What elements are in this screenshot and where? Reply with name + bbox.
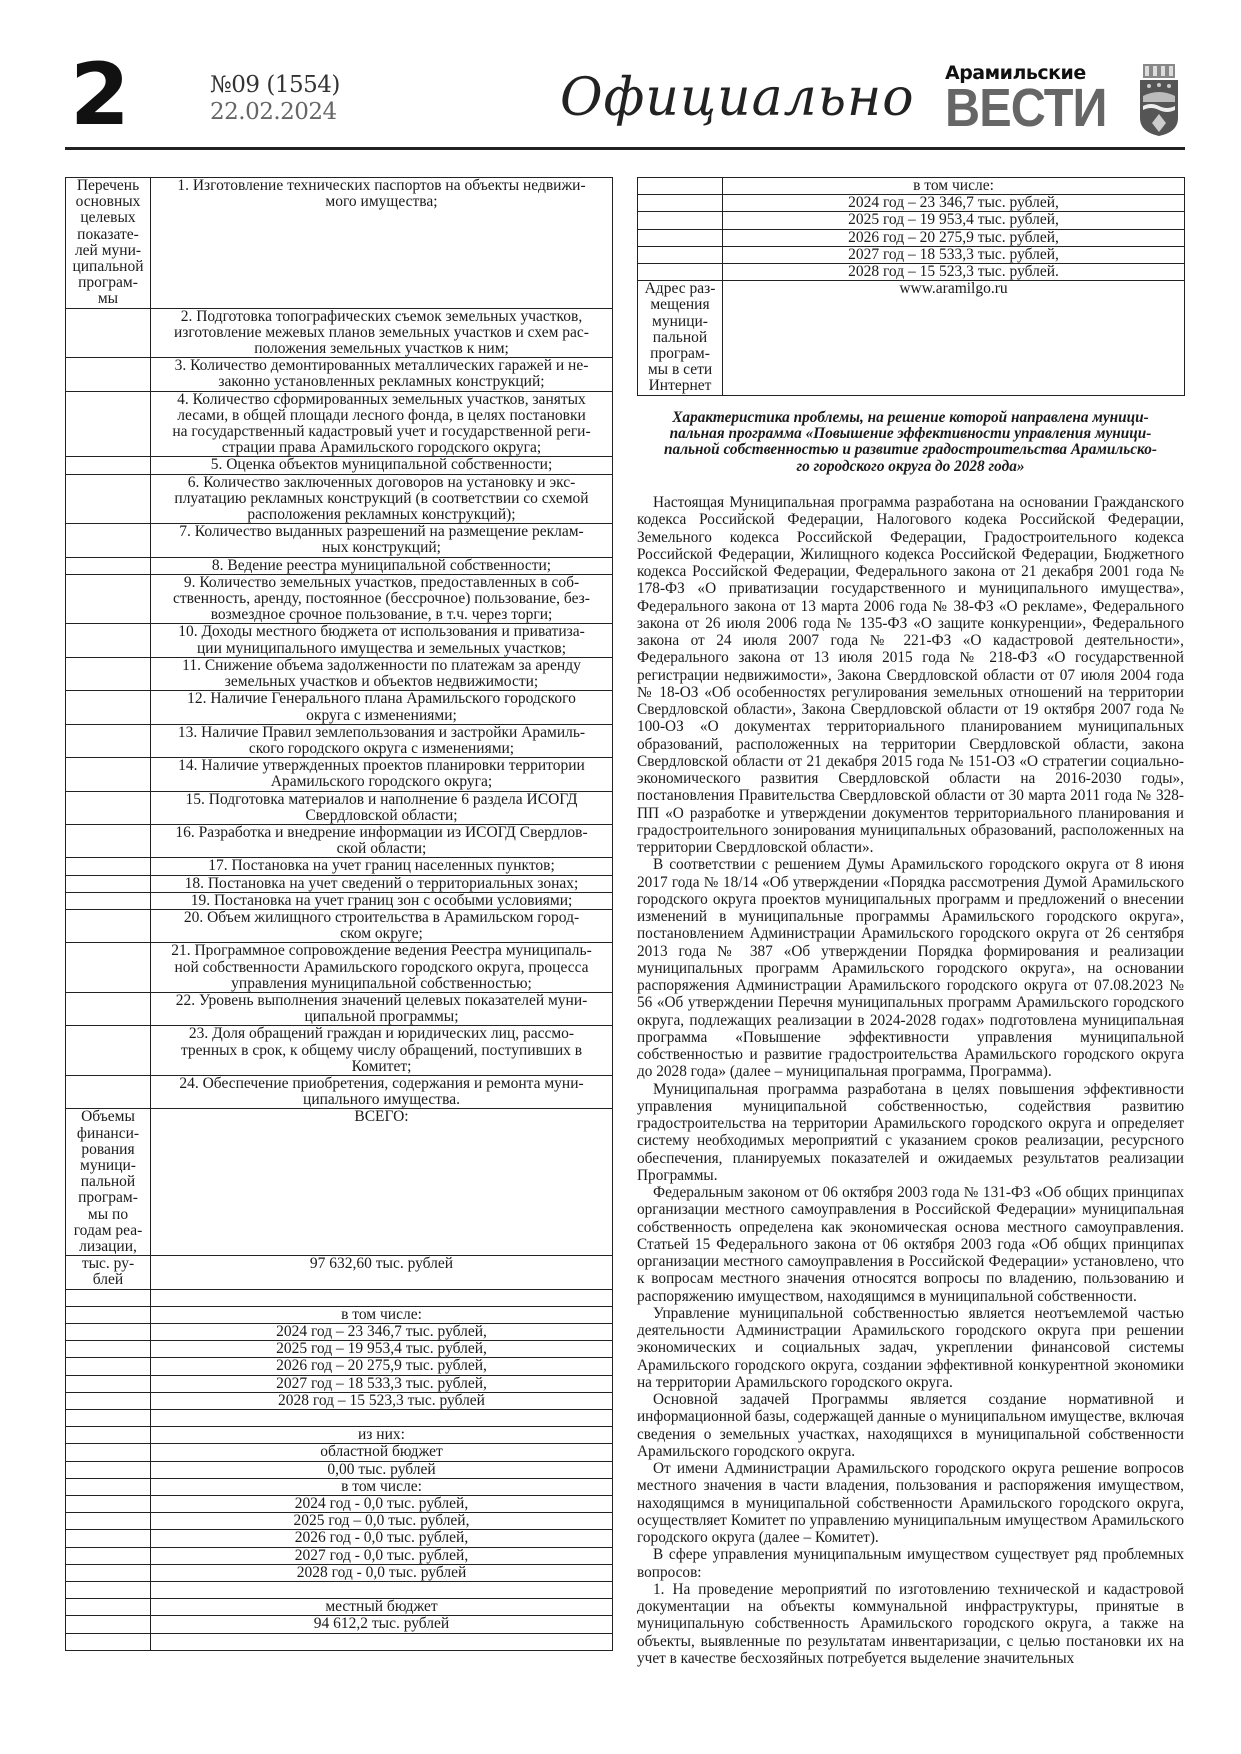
table-row [66, 758, 613, 791]
table-row [66, 1564, 613, 1581]
table-row [66, 178, 613, 309]
row-value: 11. Снижение объема задолженности по платежам за аренду земельных участков и объектов недвижимости; [151, 657, 613, 690]
row-value: 2024 год – 23 346,7 тыс. рублей, [151, 1324, 613, 1341]
row-value [151, 1633, 613, 1650]
header-divider [65, 147, 1185, 150]
logo-top-text: Арамильские [945, 62, 1086, 84]
article-paragraph: Федеральным законом от 06 октября 2003 года № 131-ФЗ «Об общих принципах организации местного самоуправления в Российской Федерации» муниципальная собственность определена как экономическая основа местного самоуправления. Статьей 15 Федерального закона от 06 октября 2003 года «Об общих принципах организации местного самоуправления в Российской Федерации» установлено, что к вопросам местного значения относятся вопросы по владению, пользованию и распоряжению имуществом, находящимся в муниципальной собственности. [637, 1184, 1184, 1305]
table-row [66, 1599, 613, 1616]
row-label [66, 1496, 151, 1513]
row-value: 2025 год – 19 953,4 тыс. рублей, [723, 212, 1185, 229]
row-label [66, 457, 151, 474]
table-row [66, 1582, 613, 1599]
row-label [66, 574, 151, 624]
row-value: 2026 год - 0,0 тыс. рублей, [151, 1530, 613, 1547]
row-label [66, 992, 151, 1025]
row-value: 20. Объем жилищного строительства в Арамильском город- ском округе; [151, 909, 613, 942]
row-label [66, 758, 151, 791]
row-value: 2028 год – 15 523,3 тыс. рублей [151, 1392, 613, 1409]
row-label [66, 875, 151, 892]
issue-info [210, 72, 340, 126]
row-value: 2024 год – 23 346,7 тыс. рублей, [723, 195, 1185, 212]
row-value: 1. Изготовление технических паспортов на объекты недвижи- мого имущества; [151, 178, 613, 309]
table-row [66, 943, 613, 993]
table-row [66, 1444, 613, 1461]
row-label [66, 1513, 151, 1530]
row-value: 2026 год – 20 275,9 тыс. рублей, [723, 229, 1185, 246]
row-value: 22. Уровень выполнения значений целевых показателей муни- ципальной программы; [151, 992, 613, 1025]
row-label [66, 1582, 151, 1599]
row-label [66, 724, 151, 757]
table-row [66, 391, 613, 457]
row-label [638, 246, 723, 263]
program-passport-table [65, 177, 613, 1651]
row-label [66, 1599, 151, 1616]
row-value: www.aramilgo.ru [723, 281, 1185, 395]
row-label [638, 195, 723, 212]
row-label [66, 1075, 151, 1108]
row-value [151, 1289, 613, 1306]
table-row [66, 824, 613, 857]
table-row [66, 1256, 613, 1289]
table-row [66, 724, 613, 757]
row-value: 4. Количество сформированных земельных участков, занятых лесами, в общей площади лесного фонда, в целях постановки на государственный кадастровый учет и государственной реги- страции права Арамильского городского округа; [151, 391, 613, 457]
row-label [66, 858, 151, 875]
row-value: 2027 год – 18 533,3 тыс. рублей, [723, 246, 1185, 263]
row-value: в том числе: [151, 1306, 613, 1323]
row-value: 12. Наличие Генерального плана Арамильского городского округа с изменениями; [151, 691, 613, 724]
row-label [66, 1289, 151, 1306]
row-label [66, 1461, 151, 1478]
row-label [66, 557, 151, 574]
table-row [66, 1478, 613, 1495]
row-value: 21. Программное сопровождение ведения Реестра муниципаль- ной собственности Арамильского городского округа, процесса управления муниципальной собственностью; [151, 943, 613, 993]
row-value: 2026 год – 20 275,9 тыс. рублей, [151, 1358, 613, 1375]
row-label [66, 1633, 151, 1650]
row-value: 2028 год - 0,0 тыс. рублей [151, 1564, 613, 1581]
row-value: 19. Постановка на учет границ зон с особыми условиями; [151, 892, 613, 909]
table-row [66, 1616, 613, 1633]
table-row [66, 691, 613, 724]
row-value [151, 1582, 613, 1599]
row-label [66, 308, 151, 358]
table-row [66, 474, 613, 524]
row-label [66, 691, 151, 724]
table-row [66, 1633, 613, 1650]
row-value: 2027 год - 0,0 тыс. рублей, [151, 1547, 613, 1564]
section-title: Официально [560, 68, 915, 128]
table-row [66, 1075, 613, 1108]
row-label [66, 909, 151, 942]
row-value: ВСЕГО: [151, 1109, 613, 1256]
row-label [66, 1410, 151, 1427]
row-value: 9. Количество земельных участков, предоставленных в соб- ственность, аренду, постоянное (бессрочное) пользование, без- возмездное срочное пользование, в т.ч. через торги; [151, 574, 613, 624]
row-label [66, 657, 151, 690]
table-row [66, 1530, 613, 1547]
row-label [66, 1530, 151, 1547]
row-label: Объемы финанси- рования муници- пальной програм- мы по годам реа- лизации, [66, 1109, 151, 1256]
row-value: 16. Разработка и внедрение информации из ИСОГД Свердлов- ской области; [151, 824, 613, 857]
table-row [66, 1375, 613, 1392]
issue-number: №09 (1554) [210, 72, 340, 98]
row-label [638, 264, 723, 281]
program-passport-table-continued [637, 177, 1185, 396]
row-label [66, 1547, 151, 1564]
table-row [66, 1324, 613, 1341]
table-row [66, 524, 613, 557]
row-value: 17. Постановка на учет границ населенных пунктов; [151, 858, 613, 875]
article-paragraph: В сфере управления муниципальным имуществом существует ряд проблемных вопросов: [637, 1546, 1184, 1581]
table-row [638, 264, 1185, 281]
row-label [66, 391, 151, 457]
table-row [66, 624, 613, 657]
row-value: в том числе: [723, 178, 1185, 195]
row-label [66, 943, 151, 993]
row-value: 24. Обеспечение приобретения, содержания и ремонта муни- ципального имущества. [151, 1075, 613, 1108]
row-label [66, 1324, 151, 1341]
newspaper-logo [945, 62, 1185, 138]
row-label [66, 1564, 151, 1581]
row-label [638, 212, 723, 229]
table-row [66, 992, 613, 1025]
row-value: из них: [151, 1427, 613, 1444]
row-label [66, 474, 151, 524]
row-label [66, 358, 151, 391]
table-row [66, 791, 613, 824]
row-label [66, 1375, 151, 1392]
row-value: 2025 год – 19 953,4 тыс. рублей, [151, 1341, 613, 1358]
row-value: 3. Количество демонтированных металлических гаражей и не- законно установленных рекламных конструкций; [151, 358, 613, 391]
row-value: 2027 год – 18 533,3 тыс. рублей, [151, 1375, 613, 1392]
coat-of-arms-icon [1137, 62, 1181, 138]
row-value: в том числе: [151, 1478, 613, 1495]
table-row [66, 308, 613, 358]
row-label [66, 1358, 151, 1375]
row-value: 8. Ведение реестра муниципальной собственности; [151, 557, 613, 574]
row-label [66, 1341, 151, 1358]
table-row [638, 281, 1185, 395]
table-row [66, 1109, 613, 1256]
row-value: 18. Постановка на учет сведений о территориальных зонах; [151, 875, 613, 892]
row-label: Адрес раз- мещения муници- пальной програм- мы в сети Интернет [638, 281, 723, 395]
row-value: местный бюджет [151, 1599, 613, 1616]
table-row [66, 657, 613, 690]
table-row [66, 1547, 613, 1564]
article-paragraph: Основной задачей Программы является создание нормативной и информационной базы, содержащей данные о муниципальном имуществе, включая сведения о земельных участках, находящихся в муниципальной собственности Арамильского городского округа. [637, 1391, 1184, 1460]
row-value: 15. Подготовка материалов и наполнение 6 раздела ИСОГД Свердловской области; [151, 791, 613, 824]
article-heading: Характеристика проблемы, на решение которой направлена муници- пальная программа «Повышение эффективности управления муници- пальной собственностью и развитие градостроительства Арамильско- го городского округа до 2028 года» [664, 409, 1157, 475]
row-label [66, 624, 151, 657]
row-value: областной бюджет [151, 1444, 613, 1461]
row-value: 13. Наличие Правил землепользования и застройки Арамиль- ского городского округа с изменениями; [151, 724, 613, 757]
row-value: 2024 год - 0,0 тыс. рублей, [151, 1496, 613, 1513]
table-row [66, 1496, 613, 1513]
table-row [66, 557, 613, 574]
table-row [66, 909, 613, 942]
row-label [66, 892, 151, 909]
row-label [66, 791, 151, 824]
table-row [66, 1026, 613, 1076]
row-label [638, 178, 723, 195]
table-row [66, 1461, 613, 1478]
table-row [638, 246, 1185, 263]
row-label [66, 1478, 151, 1495]
table-row [66, 574, 613, 624]
row-value: 6. Количество заключенных договоров на установку и экс- плуатацию рекламных конструкций (в соответствии со схемой расположения рекламных конструкций); [151, 474, 613, 524]
row-label [638, 229, 723, 246]
article-body [637, 494, 1184, 1667]
row-value: 23. Доля обращений граждан и юридических лиц, рассмо- тренных в срок, к общему числу обращений, поступивших в Комитет; [151, 1026, 613, 1076]
article-paragraph: Управление муниципальной собственностью является неотъемлемой частью деятельности Администрации Арамильского городского округа при решении экономических и социальных задач, укреплении финансовой системы Арамильского городского округа, создании эффективной конкурентной экономики на территории Арамильского городского округа. [637, 1304, 1184, 1391]
table-row [638, 212, 1185, 229]
row-label: тыс. ру- блей [66, 1256, 151, 1289]
row-value: 10. Доходы местного бюджета от использования и приватиза- ции муниципального имущества и земельных участков; [151, 624, 613, 657]
row-value: 7. Количество выданных разрешений на размещение реклам- ных конструкций; [151, 524, 613, 557]
article-paragraph: От имени Администрации Арамильского городского округа решение вопросов местного значения в части владения, пользования и распоряжения имуществом, находящимся в муниципальной собственности Арамильского городского округа, осуществляет Комитет по управлению муниципальным имуществом Арамильского городского округа (далее – Комитет). [637, 1460, 1184, 1546]
logo-main-text: ВЕСТИ [945, 78, 1107, 138]
row-value: 97 632,60 тыс. рублей [151, 1256, 613, 1289]
table-row [66, 1341, 613, 1358]
row-label [66, 1392, 151, 1409]
article-paragraph: Настоящая Муниципальная программа разработана на основании Гражданского кодекса Российской Федерации, Налогового кодека Российской Федерации, Земельного кодекса Российской Федерации, Градостроительного кодекса Российской Федерации, Жилищного кодекса Российской Федерации, Бюджетного кодекса Российской Федерации, Федерального закона от 21 декабря 2001 года № 178-ФЗ «О приватизации государственного и муниципального имущества», Федерального закона от 13 марта 2006 года № 38-ФЗ «О рекламе», Федерального закона от 26 июля 2006 года № 135-ФЗ «О защите конкуренции», Федерального закона от 24 июля 2007 года № 221-ФЗ «О кадастровой деятельности», Федерального закона от 13 июля 2015 года № 218-ФЗ «О государственной регистрации недвижимости», Закона Свердловской области от 07 июля 2004 года № 18-ОЗ «Об особенностях регулирования земельных отношений на территории Свердловской области», Закона Свердловской области от 19 октября 2007 года № 100-ОЗ «О документах территориального планированием муниципальных образований, расположенных на территории Свердловской области, закона Свердловской области от 21 декабря 2015 года № 151-ОЗ «О стратегии социально-экономического развития Свердловской области на 2016-2030 годы», постановления Правительства Свердловской области от 30 марта 2011 года № 328-ПП «О разработке и утверждении документов территориального планирования и градостроительного зонирования муниципальных образований, расположенных на территории Свердловской области». [637, 494, 1184, 856]
article-paragraph: 1. На проведение мероприятий по изготовлению технической и кадастровой документации на объекты коммунальной инфраструктуры, принятые в муниципальную собственность Арамильского городского округа, а также на объекты, выявленные по результатам инвентаризации, с целью постановки их на учет в качестве бесхозяйных потребуется выделение значительных [637, 1580, 1184, 1667]
row-label: Перечень основных целевых показате- лей муни- ципальной програм- мы [66, 178, 151, 309]
table-row [66, 1392, 613, 1409]
table-row [638, 229, 1185, 246]
page-number: 2 [70, 45, 130, 145]
table-row [66, 1513, 613, 1530]
article-paragraph: Муниципальная программа разработана в целях повышения эффективности управления муниципальной собственностью, содействия развитию градостроительства на территории Арамильского городского округа и определяет систему необходимых мероприятий с указанием сроков реализации, ресурсного обеспечения, планируемых показателей и ожидаемых результатов реализации Программы. [637, 1080, 1184, 1184]
table-row [638, 195, 1185, 212]
table-row [66, 1358, 613, 1375]
row-label [66, 1427, 151, 1444]
table-row [66, 858, 613, 875]
row-label [66, 1444, 151, 1461]
row-label [66, 524, 151, 557]
table-row [66, 1410, 613, 1427]
row-label [66, 1026, 151, 1076]
table-row [66, 457, 613, 474]
table-row [66, 1306, 613, 1323]
row-label [66, 1306, 151, 1323]
row-value: 5. Оценка объектов муниципальной собственности; [151, 457, 613, 474]
issue-date: 22.02.2024 [210, 99, 337, 125]
table-row [66, 892, 613, 909]
row-value: 14. Наличие утвержденных проектов планировки территории Арамильского городского округа; [151, 758, 613, 791]
table-row [66, 1427, 613, 1444]
row-value: 2028 год – 15 523,3 тыс. рублей. [723, 264, 1185, 281]
row-value: 2025 год – 0,0 тыс. рублей, [151, 1513, 613, 1530]
row-value [151, 1410, 613, 1427]
table-row [66, 875, 613, 892]
article-paragraph: В соответствии с решением Думы Арамильского городского округа от 8 июня 2017 года № 18/14 «Об утверждении «Порядка рассмотрения Думой Арамильского городского округа проектов муниципальных программ и предложений о внесении изменений в муниципальные программы Арамильского городского округа», постановлением Администрации Арамильского городского округа от 26 сентября 2013 года № 387 «Об утверждении Порядка формирования и реализации муниципальных программ Арамильского городского округа», на основании распоряжения Администрации Арамильского городского округа от 07.08.2023 № 56 «Об утверждении Перечня муниципальных программ Арамильского городского округа, подлежащих реализации в 2024-2028 годах» подготовлена муниципальная программа «Повышение эффективности управления муниципальной собственностью и развитие градостроительства Арамильского городского округа до 2028 года» (далее – муниципальная программа, Программа). [637, 856, 1184, 1081]
row-value: 0,00 тыс. рублей [151, 1461, 613, 1478]
row-value: 2. Подготовка топографических съемок земельных участков, изготовление межевых планов земельных участков и схем рас- положения земельных участков к ним; [151, 308, 613, 358]
row-value: 94 612,2 тыс. рублей [151, 1616, 613, 1633]
row-label [66, 1616, 151, 1633]
table-row [66, 358, 613, 391]
row-label [66, 824, 151, 857]
table-row [66, 1289, 613, 1306]
table-row [638, 178, 1185, 195]
